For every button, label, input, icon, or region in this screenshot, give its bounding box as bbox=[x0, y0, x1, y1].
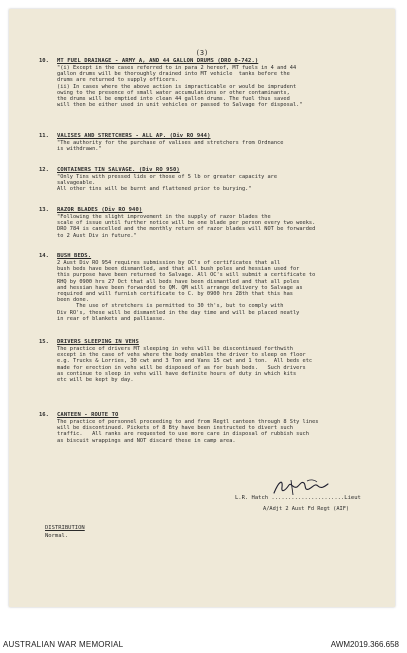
item-heading: CONTAINERS TIN SALVAGE. (Div RO 950) bbox=[57, 167, 180, 173]
item-body: "The authority for the purchase of valises and stretchers from Ordnance is withdrawn." bbox=[57, 140, 284, 153]
item-body: "Following the slight improvement in the supply of razor blades the scale of issue until further notice will be one blade per person every two weeks. DRO 784 is cancelled and the monthly return of razor blades will NOT be forwarded to 2 Aust Div in future." bbox=[57, 214, 316, 239]
item-heading: CANTEEN - ROUTE TO bbox=[57, 412, 119, 418]
distribution-value: Normal. bbox=[45, 533, 69, 539]
item-number: 10. bbox=[39, 58, 49, 64]
item-body: The practice of personnel proceeding to and from Regtl canteen through 8 Sty lines will be discontinued. Pickets of 8 Bty have been instructed to divert such traffic. All ranks are requested to use more care in disposal of rubbish such as biscuit wrappings and NOT discard these in camp area. bbox=[57, 419, 319, 444]
item-number: 14. bbox=[39, 253, 49, 259]
item-number: 15. bbox=[39, 339, 49, 345]
item-body: "(i) Except in the cases referred to in para 2 hereof, MT fuels in 4 and 44 gallon drums will be thoroughly drained into MT vehicle tanks before the drums are returned to supply officers. (ii) In cases where the above action is impracticable or would be imprudent owing to the presence of small water accumulations or other contaminants, the drums will be emptied into clean 44 gallon drums. The fuel thus saved will then be either used in unit vehicles or passed to Salvage for disposal." bbox=[57, 65, 303, 109]
signoff-unit: A/Adjt 2 Aust Fd Regt (AIF) bbox=[263, 506, 350, 512]
footer-accession-number: AWM2019.366.658 bbox=[330, 640, 399, 649]
item-heading: DRIVERS SLEEPING IN VEHS bbox=[57, 339, 139, 345]
item-body: "Only Tins with pressed lids or those of 5 lb or greater capacity are salvageable. All other tins will be burnt and flattened prior to burying." bbox=[57, 174, 278, 193]
item-body: The practice of drivers MT sleeping in vehs will be discontinued forthwith except in the case of vehs where the body enables the driver to sleep on floor e.g. Trucks & Lorries, 30 cwt and 3 Ton and Vans 15 cwt and 1 ton. All beds etc made for erection in vehs will be disposed of as for bush beds. Such drivers as continue to sleep in vehs will have definite hours of duty in which kits etc will be kept by day. bbox=[57, 346, 313, 384]
item-heading: MT FUEL DRAINAGE - ARMY A, AND 44 GALLON DRUMS (DRO 0-742.) bbox=[57, 58, 259, 64]
item-heading: BUSH BEDS. bbox=[57, 253, 92, 259]
document-page bbox=[9, 9, 395, 607]
item-number: 13. bbox=[39, 207, 49, 213]
item-heading: VALISES AND STRETCHERS - ALL AP. (Div RO 944) bbox=[57, 133, 211, 139]
page-number: (3) bbox=[195, 49, 209, 57]
signoff-name: L.R. Hatch ......................Lieut bbox=[235, 495, 361, 501]
footer-institution: AUSTRALIAN WAR MEMORIAL bbox=[3, 640, 124, 649]
item-heading: RAZOR BLADES (Div RO 940) bbox=[57, 207, 143, 213]
item-number: 11. bbox=[39, 133, 49, 139]
item-number: 16. bbox=[39, 412, 49, 418]
item-number: 12. bbox=[39, 167, 49, 173]
distribution-label: DISTRIBUTION bbox=[45, 525, 85, 531]
item-body: 2 Aust Div RO 954 requires submission by OC's of certificates that all bush beds have been dismantled, and that all bush poles and hessian used for this purpose have been returned to Salvage. All OC's will submit a certificate to RHQ by 0900 hrs 27 Oct that all beds have been dismantled and that all poles and hessian have been forwarded to QM. QM will arrange delivery to Salvage as required and will furnish certificate to C. by 0900 hrs 28th that this has been done. The use of stretchers is permitted to 30 th's, but to comply with Div RO's, these will be dismantled in the day time and will be placed neatly in rear of blankets and palliasse. bbox=[57, 260, 316, 322]
